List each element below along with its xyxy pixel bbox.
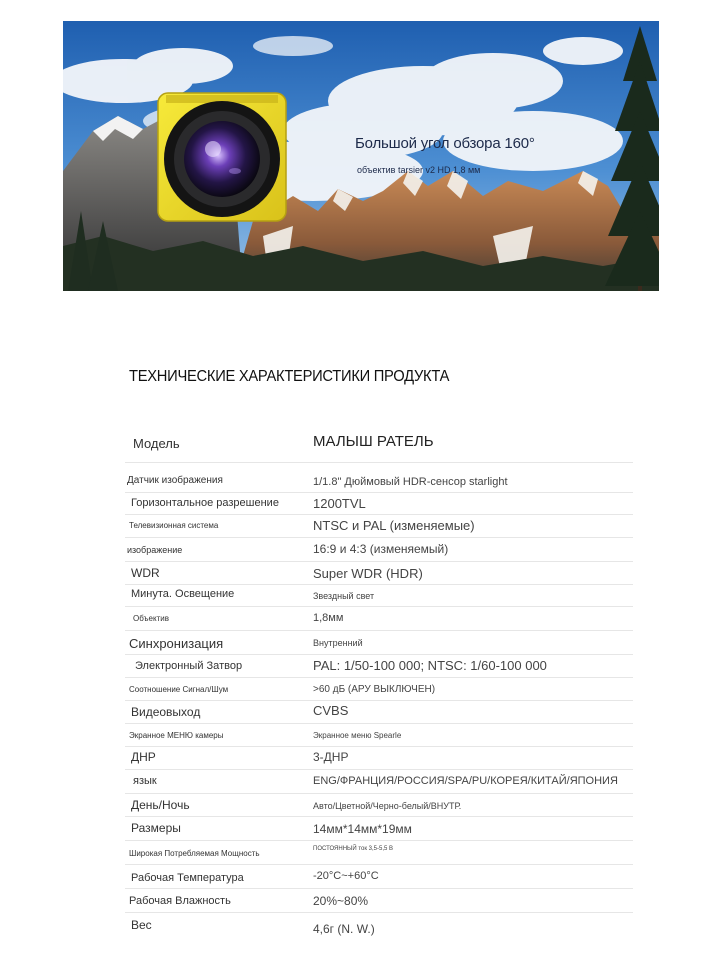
spec-value: 20%~80% bbox=[313, 894, 369, 908]
spec-value: >60 дБ (АРУ ВЫКЛЮЧЕН) bbox=[313, 684, 436, 695]
spec-value: CVBS bbox=[313, 703, 349, 718]
spec-label: ДНР bbox=[131, 750, 156, 764]
spec-row-dimensions bbox=[125, 816, 633, 841]
spec-label: Минута. Освещение bbox=[131, 588, 235, 600]
spec-value: Экранное меню Spearle bbox=[313, 731, 402, 740]
spec-row-resolution bbox=[125, 492, 633, 515]
spec-label: Рабочая Влажность bbox=[129, 895, 231, 907]
spec-label: изображение bbox=[127, 545, 183, 555]
spec-label: Телевизионная система bbox=[129, 521, 219, 530]
spec-row-sensor bbox=[125, 470, 633, 493]
spec-row-power bbox=[125, 840, 633, 865]
spec-row-osd bbox=[125, 723, 633, 747]
spec-row-temperature bbox=[125, 864, 633, 889]
spec-row-humidity bbox=[125, 888, 633, 913]
spec-row-wdr bbox=[125, 561, 633, 585]
spec-value: МАЛЫШ РАТЕЛЬ bbox=[313, 433, 434, 450]
spec-value: Внутренний bbox=[313, 638, 363, 648]
spec-label: Датчик изображения bbox=[127, 475, 223, 486]
spec-row-video-out bbox=[125, 700, 633, 724]
spec-value: Авто/Цветной/Черно-белый/ВНУТР. bbox=[313, 801, 462, 811]
spec-row-lens bbox=[125, 606, 633, 631]
spec-row-sync bbox=[125, 630, 633, 655]
spec-value: 4,6г (N. W.) bbox=[313, 922, 375, 936]
spec-value: 14мм*14мм*19мм bbox=[313, 822, 412, 836]
spec-label: День/Ночь bbox=[131, 798, 190, 812]
spec-value: ENG/ФРАНЦИЯ/РОССИЯ/SPA/PU/КОРЕЯ/КИТАЙ/ЯПОНИЯ bbox=[313, 775, 618, 787]
spec-label: Модель bbox=[133, 436, 180, 451]
spec-value: 1/1.8" Дюймовый HDR-сенсор starlight bbox=[313, 476, 508, 488]
spec-row-model bbox=[125, 430, 633, 463]
spec-label: Горизонтальное разрешение bbox=[131, 497, 279, 509]
spec-row-snr bbox=[125, 677, 633, 701]
spec-row-tv-system bbox=[125, 514, 633, 538]
camera-illustration bbox=[158, 93, 286, 221]
spec-row-day-night bbox=[125, 793, 633, 817]
spec-value: PAL: 1/50-100 000; NTSC: 1/60-100 000 bbox=[313, 658, 547, 673]
spec-value: Звездный свет bbox=[313, 591, 375, 601]
spec-label: Электронный Затвор bbox=[135, 660, 243, 672]
spec-value: Super WDR (HDR) bbox=[313, 566, 423, 581]
banner-illustration bbox=[63, 21, 659, 291]
spec-value: 1200TVL bbox=[313, 496, 366, 511]
spec-label: Экранное МЕНЮ камеры bbox=[129, 731, 224, 740]
spec-label: Синхронизация bbox=[129, 636, 224, 651]
spec-label: WDR bbox=[131, 566, 160, 580]
spec-value: 16:9 и 4:3 (изменяемый) bbox=[313, 542, 449, 556]
spec-row-dnr bbox=[125, 746, 633, 770]
hero-banner bbox=[63, 21, 659, 291]
spec-label: Видеовыход bbox=[131, 705, 201, 719]
spec-heading: ТЕХНИЧЕСКИЕ ХАРАКТЕРИСТИКИ ПРОДУКТА bbox=[129, 368, 450, 385]
spec-value: -20°C~+60°C bbox=[313, 870, 379, 882]
spec-label: Соотношение Сигнал/Шум bbox=[129, 685, 229, 694]
spec-label: Объектив bbox=[133, 614, 169, 623]
spec-row-illumination bbox=[125, 584, 633, 607]
spec-label: Рабочая Температура bbox=[131, 872, 244, 884]
spec-row-weight bbox=[125, 912, 633, 942]
spec-row-language bbox=[125, 769, 633, 794]
spec-label: Размеры bbox=[131, 821, 181, 835]
spec-value: 1,8мм bbox=[313, 612, 344, 624]
spec-value: ПОСТОЯННЫЙ ток 3,5-5,5 В bbox=[313, 846, 393, 852]
banner-subtitle: объектив tarsier v2 HD 1,8 мм bbox=[357, 165, 481, 175]
spec-label: Широкая Потребляемая Мощность bbox=[129, 849, 260, 858]
spec-value: NTSC и PAL (изменяемые) bbox=[313, 518, 475, 533]
spec-label: Вес bbox=[131, 918, 152, 932]
spec-label: язык bbox=[133, 775, 157, 787]
spec-row-image bbox=[125, 537, 633, 562]
spec-value: 3-ДНР bbox=[313, 750, 349, 764]
spec-row-shutter bbox=[125, 654, 633, 678]
banner-title: Большой угол обзора 160° bbox=[355, 135, 535, 152]
